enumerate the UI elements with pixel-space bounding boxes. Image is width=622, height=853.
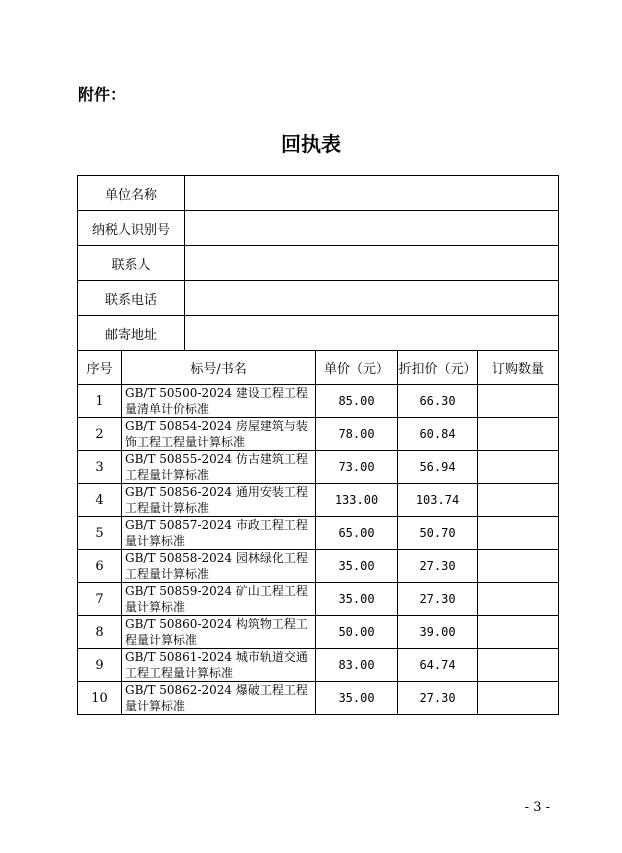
row-quantity-field[interactable] (478, 583, 559, 616)
page-number: - 3 - (524, 800, 550, 815)
row-discount: 103.74 (398, 484, 478, 517)
row-discount: 27.30 (398, 550, 478, 583)
row-discount: 60.84 (398, 418, 478, 451)
info-row (78, 281, 559, 316)
row-price: 78.00 (316, 418, 398, 451)
row-price: 50.00 (316, 616, 398, 649)
table-row (78, 550, 559, 583)
row-name: GB/T 50861-2024 城市轨道交通工程工程量计算标准 (122, 649, 316, 682)
row-name: GB/T 50858-2024 园林绿化工程工程量计算标准 (122, 550, 316, 583)
form-title: 回执表 (281, 132, 341, 156)
row-quantity-field[interactable] (478, 550, 559, 583)
row-quantity-field[interactable] (478, 484, 559, 517)
table-row (78, 385, 559, 418)
row-name: GB/T 50855-2024 仿古建筑工程工程量计算标准 (122, 451, 316, 484)
row-name: GB/T 50859-2024 矿山工程工程量计算标准 (122, 583, 316, 616)
info-label: 纳税人识别号 (78, 211, 185, 246)
row-name: GB/T 50854-2024 房屋建筑与装饰工程工程量计算标准 (122, 418, 316, 451)
row-name: GB/T 50860-2024 构筑物工程工程量计算标准 (122, 616, 316, 649)
row-price: 65.00 (316, 517, 398, 550)
row-name: GB/T 50857-2024 市政工程工程量计算标准 (122, 517, 316, 550)
row-discount: 27.30 (398, 583, 478, 616)
row-name: GB/T 50856-2024 通用安装工程工程量计算标准 (122, 484, 316, 517)
row-index: 4 (78, 484, 122, 517)
info-value-field[interactable] (185, 176, 559, 211)
row-discount: 50.70 (398, 517, 478, 550)
table-row (78, 682, 559, 715)
info-label: 联系电话 (78, 281, 185, 316)
row-price: 35.00 (316, 583, 398, 616)
table-row (78, 616, 559, 649)
row-quantity-field[interactable] (478, 418, 559, 451)
info-row (78, 246, 559, 281)
row-quantity-field[interactable] (478, 649, 559, 682)
row-discount: 27.30 (398, 682, 478, 715)
row-discount: 64.74 (398, 649, 478, 682)
row-index: 2 (78, 418, 122, 451)
row-price: 73.00 (316, 451, 398, 484)
row-name: GB/T 50862-2024 爆破工程工程量计算标准 (122, 682, 316, 715)
attachment-label: 附件： (78, 85, 127, 104)
receipt-table (77, 175, 559, 715)
row-quantity-field[interactable] (478, 517, 559, 550)
col-header-name: 标号/书名 (122, 351, 316, 385)
info-row (78, 316, 559, 351)
table-header-row (78, 351, 559, 385)
row-discount: 56.94 (398, 451, 478, 484)
row-price: 133.00 (316, 484, 398, 517)
table-row (78, 649, 559, 682)
row-index: 8 (78, 616, 122, 649)
row-price: 35.00 (316, 550, 398, 583)
info-value-field[interactable] (185, 246, 559, 281)
row-index: 7 (78, 583, 122, 616)
info-row (78, 211, 559, 246)
info-value-field[interactable] (185, 281, 559, 316)
table-row (78, 583, 559, 616)
info-label: 单位名称 (78, 176, 185, 211)
info-label: 邮寄地址 (78, 316, 185, 351)
table-row (78, 484, 559, 517)
row-discount: 39.00 (398, 616, 478, 649)
row-price: 85.00 (316, 385, 398, 418)
row-index: 1 (78, 385, 122, 418)
col-header-quantity: 订购数量 (478, 351, 559, 385)
table-row (78, 517, 559, 550)
info-value-field[interactable] (185, 211, 559, 246)
row-price: 35.00 (316, 682, 398, 715)
table-row (78, 451, 559, 484)
row-index: 6 (78, 550, 122, 583)
row-discount: 66.30 (398, 385, 478, 418)
info-value-field[interactable] (185, 316, 559, 351)
row-index: 3 (78, 451, 122, 484)
row-index: 9 (78, 649, 122, 682)
table-row (78, 418, 559, 451)
col-header-index: 序号 (78, 351, 122, 385)
info-row (78, 176, 559, 211)
row-price: 83.00 (316, 649, 398, 682)
row-quantity-field[interactable] (478, 385, 559, 418)
row-quantity-field[interactable] (478, 451, 559, 484)
row-index: 10 (78, 682, 122, 715)
col-header-discount: 折扣价（元） (398, 351, 478, 385)
row-quantity-field[interactable] (478, 682, 559, 715)
row-quantity-field[interactable] (478, 616, 559, 649)
info-label: 联系人 (78, 246, 185, 281)
row-index: 5 (78, 517, 122, 550)
row-name: GB/T 50500-2024 建设工程工程量清单计价标准 (122, 385, 316, 418)
col-header-price: 单价（元） (316, 351, 398, 385)
